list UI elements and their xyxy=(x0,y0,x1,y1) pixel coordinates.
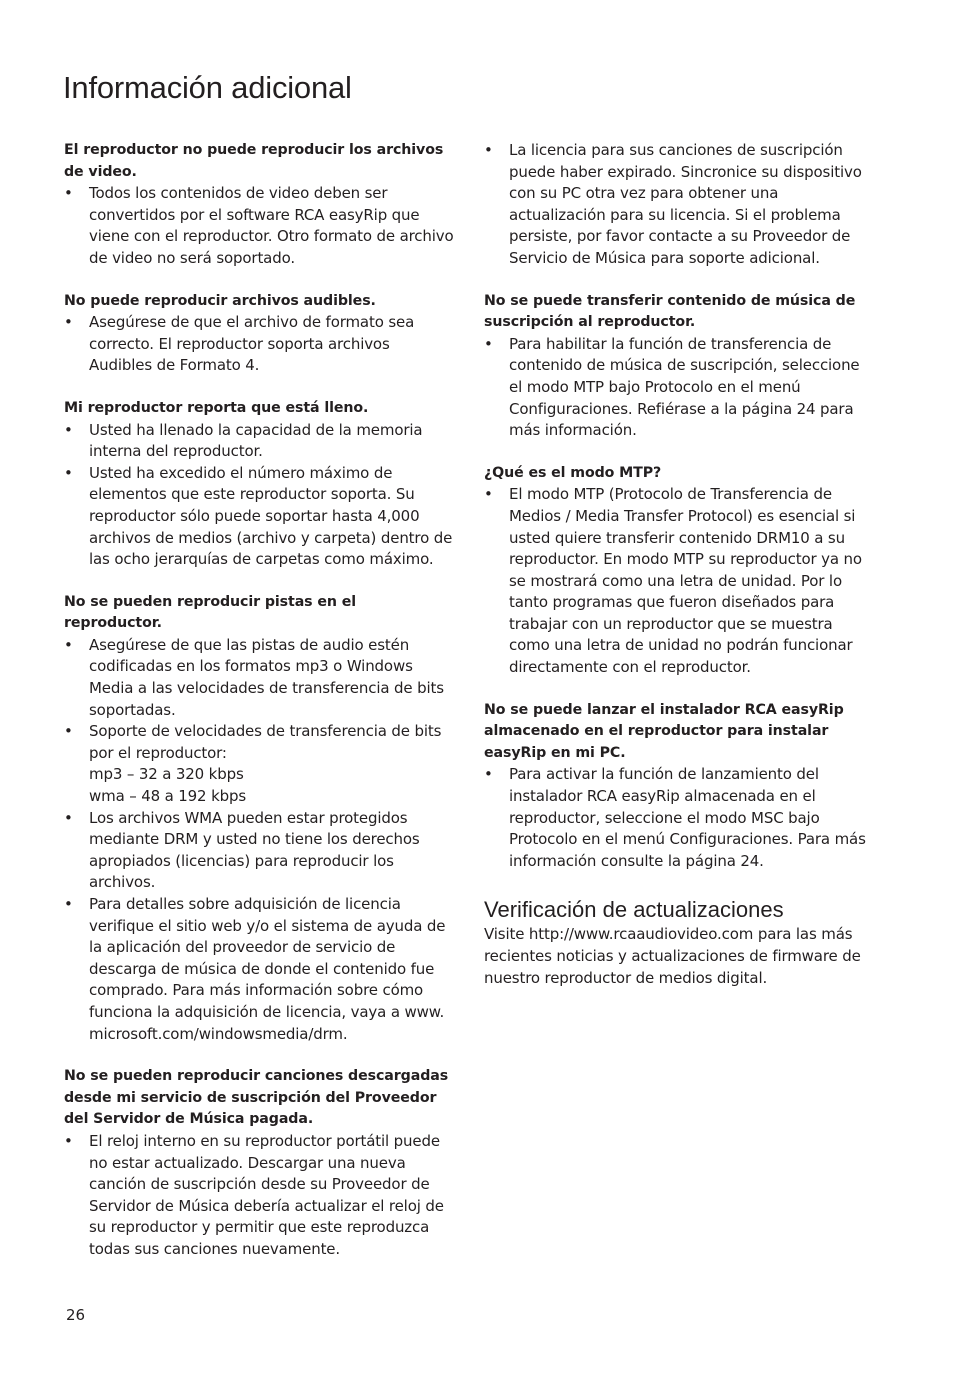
bullet-list xyxy=(484,140,876,270)
bullet-item: • La licencia para sus canciones de suscripción puede haber expirado. Sincronice su dispositivo con su PC otra vez para obtener una actualización para su licencia. Si el problema persiste, por favor contacte a su Proveedor de Servicio de Música para soporte adicional. xyxy=(484,140,876,270)
right-column xyxy=(484,140,876,989)
bullet-item: • Para habilitar la función de transferencia de contenido de música de suscripción, seleccione el modo MTP bajo Protocolo en el menú Configuraciones. Refiérase a la página 24 para más información. xyxy=(484,334,876,442)
bullet-item: • Asegúrese de que las pistas de audio estén codificadas en los formatos mp3 o Windows Media a las velocidades de transferencia de bits soportadas. xyxy=(64,635,456,721)
updates-text: Visite http://www.rcaaudiovideo.com para las más recientes noticias y actualizaciones de firmware de nuestro reproductor de medios digital. xyxy=(484,925,861,987)
bullet-item: • Todos los contenidos de video deben ser convertidos por el software RCA easyRip que viene con el reproductor. Otro formato de archivo de video no será soportado. xyxy=(64,183,456,269)
faq-section xyxy=(64,291,456,377)
faq-section xyxy=(64,140,456,270)
faq-section xyxy=(64,398,456,571)
bullet-item: • Usted ha llenado la capacidad de la memoria interna del reproductor. xyxy=(64,420,456,463)
faq-heading: El reproductor no puede reproducir los archivos de video. xyxy=(64,142,444,180)
bullet-item: • Para detalles sobre adquisición de licencia verifique el sitio web y/o el sistema de ayuda de la aplicación del proveedor de servicio de descarga de música de donde el contenido fue comprado. Para más información sobre cómo funciona la adquisición de licencia, vaya a www. microsoft.com/windowsmedia/drm. xyxy=(64,894,456,1045)
bullet-list xyxy=(484,334,876,442)
left-column xyxy=(64,140,456,1282)
faq-heading: No se puede lanzar el instalador RCA easyRip almacenado en el reproductor para instalar easyRip en mi PC. xyxy=(484,701,844,761)
bullet-item: • El modo MTP (Protocolo de Transferencia de Medios / Media Transfer Protocol) es esencial si usted quiere transferir contenido DRM10 a su reproductor. En modo MTP su reproductor ya no se mostrará como una letra de unidad. Por lo tanto programas que fueron diseñados para trabajar con un reproductor que se muestra como una letra de unidad no podrán funcionar directamente con el reproductor. xyxy=(484,484,876,678)
bullet-list xyxy=(64,635,456,1045)
faq-heading: No se pueden reproducir pistas en el reproductor. xyxy=(64,593,356,632)
bullet-list xyxy=(64,420,456,571)
faq-section xyxy=(484,700,876,873)
bullet-list xyxy=(484,484,876,678)
faq-heading: No puede reproducir archivos audibles. xyxy=(64,292,376,309)
faq-section xyxy=(484,291,876,442)
faq-section xyxy=(64,1066,456,1260)
bullet-item: • Soporte de velocidades de transferencia de bits por el reproductor: mp3 – 32 a 320 kbps wma – 48 a 192 kbps xyxy=(64,721,456,807)
faq-heading: No se puede transferir contenido de música de suscripción al reproductor. xyxy=(484,292,856,331)
bullet-list xyxy=(484,764,876,872)
faq-heading: ¿Qué es el modo MTP? xyxy=(484,464,662,481)
faq-section xyxy=(64,592,456,1045)
page-title: Información adicional xyxy=(63,70,352,105)
bullet-item: • El reloj interno en su reproductor portátil puede no estar actualizado. Descargar una nueva canción de suscripción desde su Proveedor de Servidor de Música debería actualizar el reloj de su reproductor y permitir que este reproduzca todas sus canciones nuevamente. xyxy=(64,1131,456,1261)
faq-section xyxy=(484,140,876,270)
bullet-item: • Usted ha excedido el número máximo de elementos que este reproductor soporta. Su reproductor sólo puede soportar hasta 4,000 archivos de medios (archivo y carpeta) dentro de las ocho jerarquías de carpetas como máximo. xyxy=(64,463,456,571)
faq-heading: No se pueden reproducir canciones descargadas desde mi servicio de suscripción del Proveedor del Servidor de Música pagada. xyxy=(64,1068,449,1128)
bullet-list xyxy=(64,183,456,269)
bullet-list xyxy=(64,1131,456,1261)
page-number: 26 xyxy=(66,1306,86,1324)
bullet-item: • Asegúrese de que el archivo de formato sea correcto. El reproductor soporta archivos Audibles de Formato 4. xyxy=(64,312,456,377)
faq-heading: Mi reproductor reporta que está lleno. xyxy=(64,399,369,416)
bullet-item: • Los archivos WMA pueden estar protegidos mediante DRM y usted no tiene los derechos apropiados (licencias) para reproducir los archivos. xyxy=(64,808,456,894)
updates-heading: Verificación de actualizaciones xyxy=(484,897,784,923)
faq-section xyxy=(484,463,876,679)
bullet-item: • Para activar la función de lanzamiento del instalador RCA easyRip almacenada en el reproductor, seleccione el modo MSC bajo Protocolo en el menú Configuraciones. Para más información consulte la página 24. xyxy=(484,764,876,872)
bullet-list xyxy=(64,312,456,377)
